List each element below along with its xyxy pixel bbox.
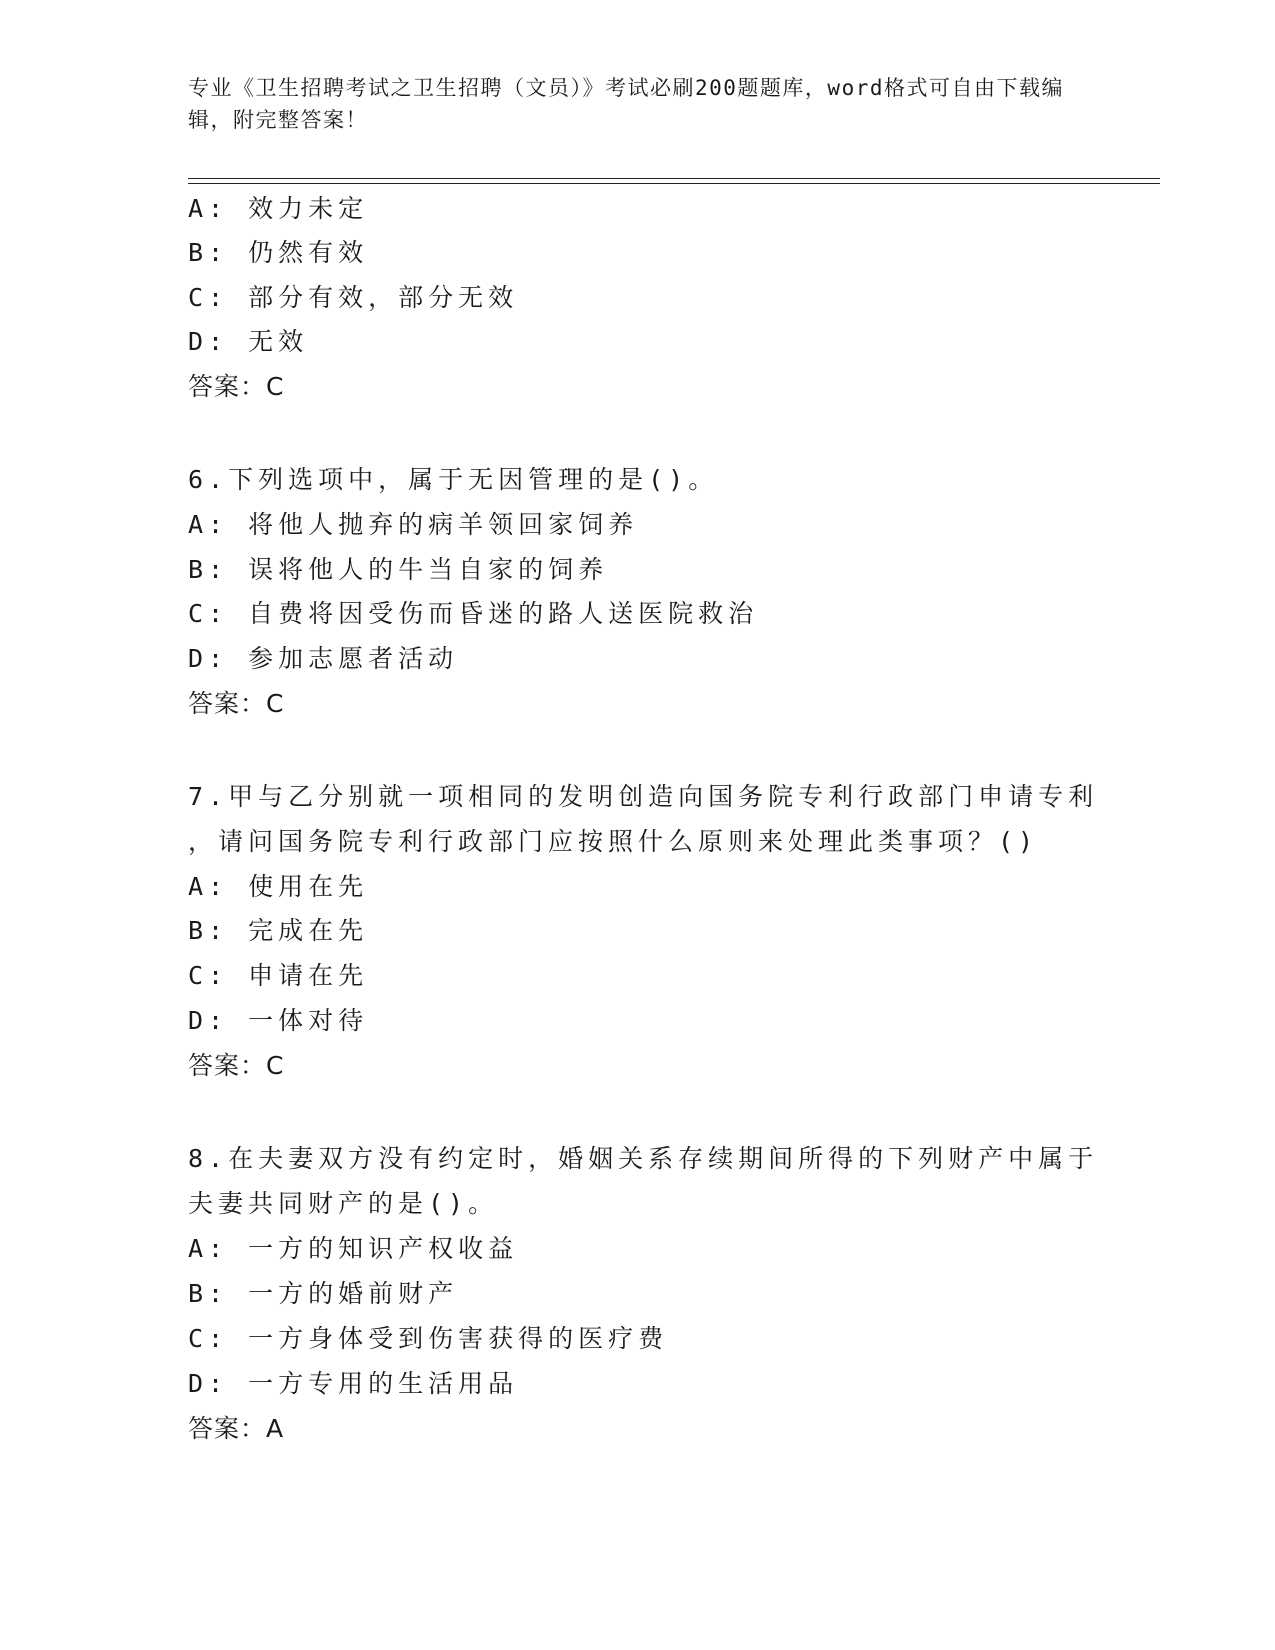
q5-option-d: D: 无效 xyxy=(188,327,309,356)
q8-answer: 答案：A xyxy=(188,1414,285,1443)
header-divider xyxy=(188,178,1160,184)
q5-option-a: A: 效力未定 xyxy=(188,194,369,223)
q8-option-a: A: 一方的知识产权收益 xyxy=(188,1234,519,1263)
q7-option-d: D: 一体对待 xyxy=(188,1006,369,1035)
q8-option-b: B: 一方的婚前财产 xyxy=(188,1279,459,1308)
q8-stem-line2: 夫妻共同财产的是()。 xyxy=(188,1189,499,1218)
q8-stem-line1: 8.在夫妻双方没有约定时，婚姻关系存续期间所得的下列财产中属于 xyxy=(188,1144,1099,1173)
q8-option-d: D: 一方专用的生活用品 xyxy=(188,1369,519,1398)
q7-stem-line2: ，请问国务院专利行政部门应按照什么原则来处理此类事项？() xyxy=(188,827,1039,856)
q7-option-a: A: 使用在先 xyxy=(188,872,369,901)
q5-option-b: B: 仍然有效 xyxy=(188,238,369,267)
q6-option-d: D: 参加志愿者活动 xyxy=(188,644,459,673)
q5-option-c: C: 部分有效，部分无效 xyxy=(188,283,519,312)
document-header: 专业《卫生招聘考试之卫生招聘（文员）》考试必刷200题题库，word格式可自由下载编辑，附完整答案！ xyxy=(188,76,1064,132)
q7-stem-line1: 7.甲与乙分别就一项相同的发明创造向国务院专利行政部门申请专利 xyxy=(188,782,1099,811)
q5-answer: 答案：C xyxy=(188,372,285,401)
q6-answer: 答案：C xyxy=(188,689,285,718)
q7-answer: 答案：C xyxy=(188,1051,285,1080)
q7-option-b: B: 完成在先 xyxy=(188,916,369,945)
q6-option-c: C: 自费将因受伤而昏迷的路人送医院救治 xyxy=(188,599,759,628)
q8-option-c: C: 一方身体受到伤害获得的医疗费 xyxy=(188,1324,669,1353)
q6-stem: 6.下列选项中，属于无因管理的是()。 xyxy=(188,465,719,494)
q7-option-c: C: 申请在先 xyxy=(188,961,369,990)
q6-option-a: A: 将他人抛弃的病羊领回家饲养 xyxy=(188,510,639,539)
q6-option-b: B: 误将他人的牛当自家的饲养 xyxy=(188,555,609,584)
